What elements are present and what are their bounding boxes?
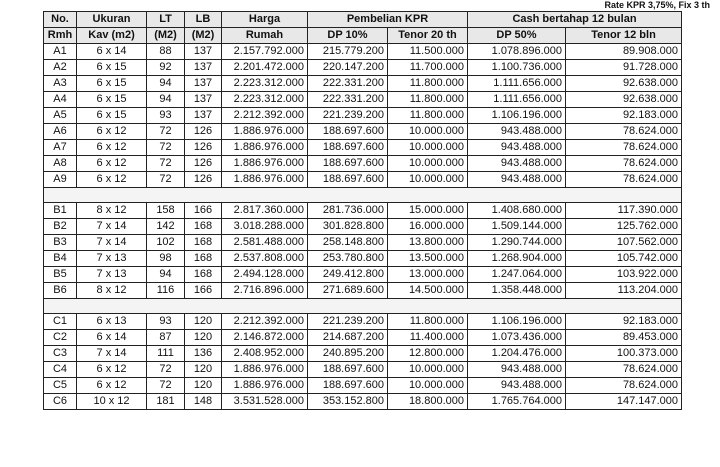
cell-lb: 168 xyxy=(185,267,222,283)
cell-tenor20: 10.000.000 xyxy=(388,156,468,172)
cell-lb: 166 xyxy=(185,203,222,219)
col-lb-sub: (M2) xyxy=(185,28,222,44)
cell-tenor12: 147.147.000 xyxy=(566,394,682,410)
rate-note: Rate KPR 3,75%, Fix 3 th xyxy=(604,0,710,10)
cell-ukuran: 6 x 15 xyxy=(77,92,147,108)
table-row xyxy=(44,219,682,235)
cell-dp10: 214.687.200 xyxy=(308,330,388,346)
cell-tenor20: 16.000.000 xyxy=(388,219,468,235)
cell-lt: 102 xyxy=(147,235,185,251)
cell-no: A3 xyxy=(44,76,77,92)
cell-lb: 137 xyxy=(185,60,222,76)
cell-tenor20: 11.400.000 xyxy=(388,330,468,346)
cell-dp50: 1.106.196.000 xyxy=(468,108,566,124)
cell-lb: 168 xyxy=(185,251,222,267)
cell-lt: 94 xyxy=(147,267,185,283)
table-body xyxy=(44,44,682,410)
cell-harga: 2.817.360.000 xyxy=(222,203,308,219)
cell-lt: 158 xyxy=(147,203,185,219)
cell-harga: 2.146.872.000 xyxy=(222,330,308,346)
table-row xyxy=(44,235,682,251)
table-row xyxy=(44,76,682,92)
cell-ukuran: 7 x 13 xyxy=(77,267,147,283)
cell-harga: 3.018.288.000 xyxy=(222,219,308,235)
cell-tenor20: 10.000.000 xyxy=(388,124,468,140)
cell-no: B1 xyxy=(44,203,77,219)
cell-ukuran: 6 x 15 xyxy=(77,108,147,124)
cell-dp10: 353.152.800 xyxy=(308,394,388,410)
cell-lt: 72 xyxy=(147,156,185,172)
col-dp50: DP 50% xyxy=(468,28,566,44)
table-row xyxy=(44,267,682,283)
cell-lb: 120 xyxy=(185,362,222,378)
cell-ukuran: 6 x 14 xyxy=(77,44,147,60)
cell-no: C4 xyxy=(44,362,77,378)
cell-tenor12: 78.624.000 xyxy=(566,362,682,378)
cell-dp10: 188.697.600 xyxy=(308,378,388,394)
cell-no: C5 xyxy=(44,378,77,394)
cell-tenor20: 11.800.000 xyxy=(388,92,468,108)
table-row xyxy=(44,92,682,108)
cell-harga: 2.223.312.000 xyxy=(222,92,308,108)
cell-lb: 148 xyxy=(185,394,222,410)
cell-tenor20: 10.000.000 xyxy=(388,378,468,394)
cell-lt: 88 xyxy=(147,44,185,60)
cell-dp50: 1.204.476.000 xyxy=(468,346,566,362)
table-row xyxy=(44,108,682,124)
cell-dp10: 258.148.800 xyxy=(308,235,388,251)
cell-tenor20: 13.000.000 xyxy=(388,267,468,283)
cell-ukuran: 7 x 14 xyxy=(77,235,147,251)
table-row xyxy=(44,362,682,378)
cell-ukuran: 6 x 12 xyxy=(77,362,147,378)
cell-dp50: 1.078.896.000 xyxy=(468,44,566,60)
table-row xyxy=(44,346,682,362)
cell-lt: 181 xyxy=(147,394,185,410)
cell-lt: 72 xyxy=(147,140,185,156)
cell-tenor20: 10.000.000 xyxy=(388,172,468,188)
cell-harga: 2.408.952.000 xyxy=(222,346,308,362)
cell-harga: 1.886.976.000 xyxy=(222,140,308,156)
cell-tenor12: 92.638.000 xyxy=(566,92,682,108)
cell-tenor20: 15.000.000 xyxy=(388,203,468,219)
cell-lb: 137 xyxy=(185,76,222,92)
cell-harga: 1.886.976.000 xyxy=(222,378,308,394)
cell-lb: 136 xyxy=(185,346,222,362)
cell-dp10: 188.697.600 xyxy=(308,172,388,188)
cell-no: A2 xyxy=(44,60,77,76)
cell-dp50: 943.488.000 xyxy=(468,172,566,188)
cell-tenor20: 13.500.000 xyxy=(388,251,468,267)
cell-harga: 1.886.976.000 xyxy=(222,362,308,378)
table-row xyxy=(44,314,682,330)
cell-lb: 137 xyxy=(185,92,222,108)
cell-ukuran: 7 x 14 xyxy=(77,219,147,235)
cell-ukuran: 8 x 12 xyxy=(77,203,147,219)
cell-ukuran: 6 x 13 xyxy=(77,314,147,330)
cell-lt: 93 xyxy=(147,108,185,124)
table-row xyxy=(44,378,682,394)
cell-tenor12: 78.624.000 xyxy=(566,156,682,172)
cell-tenor12: 100.373.000 xyxy=(566,346,682,362)
cell-tenor12: 107.562.000 xyxy=(566,235,682,251)
cell-ukuran: 8 x 12 xyxy=(77,283,147,299)
cell-ukuran: 6 x 12 xyxy=(77,156,147,172)
cell-dp10: 221.239.200 xyxy=(308,314,388,330)
col-lt-sub: (M2) xyxy=(147,28,185,44)
cell-lt: 93 xyxy=(147,314,185,330)
cell-harga: 2.157.792.000 xyxy=(222,44,308,60)
cell-tenor12: 125.762.000 xyxy=(566,219,682,235)
cell-no: C3 xyxy=(44,346,77,362)
col-tenor20: Tenor 20 th xyxy=(388,28,468,44)
table-row xyxy=(44,330,682,346)
cell-harga: 2.537.808.000 xyxy=(222,251,308,267)
cell-harga: 2.581.488.000 xyxy=(222,235,308,251)
cell-no: A9 xyxy=(44,172,77,188)
group-separator xyxy=(44,299,682,314)
cell-ukuran: 6 x 14 xyxy=(77,330,147,346)
cell-no: B2 xyxy=(44,219,77,235)
col-ukuran-sub: Kav (m2) xyxy=(77,28,147,44)
cell-lt: 72 xyxy=(147,172,185,188)
table-row xyxy=(44,60,682,76)
cell-no: B4 xyxy=(44,251,77,267)
table-row xyxy=(44,140,682,156)
cell-lb: 120 xyxy=(185,330,222,346)
cell-lb: 126 xyxy=(185,124,222,140)
cell-harga: 1.886.976.000 xyxy=(222,156,308,172)
cell-tenor12: 113.204.000 xyxy=(566,283,682,299)
table-row xyxy=(44,172,682,188)
cell-dp50: 1.509.144.000 xyxy=(468,219,566,235)
cell-dp10: 271.689.600 xyxy=(308,283,388,299)
cell-dp50: 1.290.744.000 xyxy=(468,235,566,251)
cell-ukuran: 6 x 12 xyxy=(77,378,147,394)
cell-no: C1 xyxy=(44,314,77,330)
cell-dp50: 943.488.000 xyxy=(468,124,566,140)
cell-dp50: 1.268.904.000 xyxy=(468,251,566,267)
cell-dp10: 188.697.600 xyxy=(308,156,388,172)
cell-no: A5 xyxy=(44,108,77,124)
cell-lb: 166 xyxy=(185,283,222,299)
cell-ukuran: 7 x 13 xyxy=(77,251,147,267)
cell-dp50: 1.111.656.000 xyxy=(468,92,566,108)
col-dp10: DP 10% xyxy=(308,28,388,44)
cell-tenor12: 91.728.000 xyxy=(566,60,682,76)
cell-lb: 120 xyxy=(185,378,222,394)
cell-dp10: 188.697.600 xyxy=(308,362,388,378)
cell-ukuran: 6 x 12 xyxy=(77,124,147,140)
col-tenor12: Tenor 12 bln xyxy=(566,28,682,44)
cell-tenor20: 14.500.000 xyxy=(388,283,468,299)
cell-ukuran: 10 x 12 xyxy=(77,394,147,410)
table-row xyxy=(44,44,682,60)
cell-no: B5 xyxy=(44,267,77,283)
separator-cell xyxy=(44,299,682,314)
cell-tenor12: 92.638.000 xyxy=(566,76,682,92)
cell-dp50: 1.106.196.000 xyxy=(468,314,566,330)
cell-dp10: 249.412.800 xyxy=(308,267,388,283)
col-lb: LB xyxy=(185,12,222,28)
table-header xyxy=(44,12,682,44)
cell-harga: 2.212.392.000 xyxy=(222,108,308,124)
cell-dp10: 222.331.200 xyxy=(308,76,388,92)
cell-tenor12: 89.908.000 xyxy=(566,44,682,60)
cell-no: A7 xyxy=(44,140,77,156)
cell-lb: 168 xyxy=(185,219,222,235)
cell-tenor20: 18.800.000 xyxy=(388,394,468,410)
group-separator xyxy=(44,188,682,203)
cell-lt: 142 xyxy=(147,219,185,235)
cell-dp50: 1.358.448.000 xyxy=(468,283,566,299)
cell-harga: 2.201.472.000 xyxy=(222,60,308,76)
cell-dp10: 220.147.200 xyxy=(308,60,388,76)
cell-tenor20: 11.500.000 xyxy=(388,44,468,60)
cell-tenor12: 92.183.000 xyxy=(566,108,682,124)
cell-lt: 94 xyxy=(147,76,185,92)
cell-tenor12: 78.624.000 xyxy=(566,140,682,156)
cell-harga: 2.223.312.000 xyxy=(222,76,308,92)
col-lt: LT xyxy=(147,12,185,28)
cell-ukuran: 6 x 12 xyxy=(77,172,147,188)
cell-dp10: 253.780.800 xyxy=(308,251,388,267)
cell-tenor20: 11.700.000 xyxy=(388,60,468,76)
cell-harga: 2.494.128.000 xyxy=(222,267,308,283)
table-row xyxy=(44,203,682,219)
cell-dp50: 1.408.680.000 xyxy=(468,203,566,219)
cell-harga: 1.886.976.000 xyxy=(222,172,308,188)
col-harga-sub: Rumah xyxy=(222,28,308,44)
cell-dp10: 222.331.200 xyxy=(308,92,388,108)
cell-lt: 72 xyxy=(147,124,185,140)
cell-ukuran: 6 x 12 xyxy=(77,140,147,156)
cell-ukuran: 7 x 14 xyxy=(77,346,147,362)
cell-lb: 168 xyxy=(185,235,222,251)
cell-tenor20: 13.800.000 xyxy=(388,235,468,251)
table-row xyxy=(44,124,682,140)
cell-lt: 92 xyxy=(147,60,185,76)
col-ukuran: Ukuran xyxy=(77,12,147,28)
cell-tenor20: 12.800.000 xyxy=(388,346,468,362)
cell-dp50: 943.488.000 xyxy=(468,378,566,394)
cell-tenor20: 11.800.000 xyxy=(388,314,468,330)
cell-tenor20: 10.000.000 xyxy=(388,140,468,156)
cell-lt: 72 xyxy=(147,378,185,394)
price-table xyxy=(43,11,682,410)
col-harga: Harga xyxy=(222,12,308,28)
cell-tenor12: 92.183.000 xyxy=(566,314,682,330)
cell-dp10: 188.697.600 xyxy=(308,124,388,140)
cell-tenor12: 89.453.000 xyxy=(566,330,682,346)
cell-no: A1 xyxy=(44,44,77,60)
col-no-sub: Rmh xyxy=(44,28,77,44)
cell-tenor12: 105.742.000 xyxy=(566,251,682,267)
cell-lt: 87 xyxy=(147,330,185,346)
cell-dp10: 188.697.600 xyxy=(308,140,388,156)
cell-harga: 1.886.976.000 xyxy=(222,124,308,140)
cell-tenor12: 103.922.000 xyxy=(566,267,682,283)
cell-dp50: 1.111.656.000 xyxy=(468,76,566,92)
cell-dp10: 240.895.200 xyxy=(308,346,388,362)
cell-lb: 126 xyxy=(185,172,222,188)
cell-dp10: 301.828.800 xyxy=(308,219,388,235)
table-row xyxy=(44,394,682,410)
cell-lb: 126 xyxy=(185,140,222,156)
cell-dp50: 1.247.064.000 xyxy=(468,267,566,283)
table-row xyxy=(44,283,682,299)
cell-tenor12: 117.390.000 xyxy=(566,203,682,219)
cell-dp10: 215.779.200 xyxy=(308,44,388,60)
cell-dp50: 1.073.436.000 xyxy=(468,330,566,346)
cell-tenor20: 11.800.000 xyxy=(388,76,468,92)
cell-no: C2 xyxy=(44,330,77,346)
cell-tenor12: 78.624.000 xyxy=(566,124,682,140)
group-cash: Cash bertahap 12 bulan xyxy=(468,12,682,28)
cell-no: B3 xyxy=(44,235,77,251)
cell-lt: 111 xyxy=(147,346,185,362)
cell-ukuran: 6 x 15 xyxy=(77,60,147,76)
cell-no: A4 xyxy=(44,92,77,108)
group-kpr: Pembelian KPR xyxy=(308,12,468,28)
cell-no: C6 xyxy=(44,394,77,410)
cell-dp50: 943.488.000 xyxy=(468,362,566,378)
separator-cell xyxy=(44,188,682,203)
cell-dp50: 943.488.000 xyxy=(468,156,566,172)
cell-tenor12: 78.624.000 xyxy=(566,172,682,188)
cell-dp10: 221.239.200 xyxy=(308,108,388,124)
table-row xyxy=(44,251,682,267)
cell-dp50: 943.488.000 xyxy=(468,140,566,156)
cell-no: A6 xyxy=(44,124,77,140)
cell-lt: 116 xyxy=(147,283,185,299)
table-row xyxy=(44,156,682,172)
cell-dp50: 1.100.736.000 xyxy=(468,60,566,76)
cell-no: A8 xyxy=(44,156,77,172)
cell-ukuran: 6 x 15 xyxy=(77,76,147,92)
cell-lb: 120 xyxy=(185,314,222,330)
cell-tenor20: 11.800.000 xyxy=(388,108,468,124)
cell-harga: 2.212.392.000 xyxy=(222,314,308,330)
cell-lt: 94 xyxy=(147,92,185,108)
cell-dp50: 1.765.764.000 xyxy=(468,394,566,410)
cell-tenor12: 78.624.000 xyxy=(566,378,682,394)
cell-lb: 137 xyxy=(185,44,222,60)
cell-lt: 98 xyxy=(147,251,185,267)
cell-dp10: 281.736.000 xyxy=(308,203,388,219)
col-no: No. xyxy=(44,12,77,28)
cell-tenor20: 10.000.000 xyxy=(388,362,468,378)
cell-harga: 2.716.896.000 xyxy=(222,283,308,299)
cell-no: B6 xyxy=(44,283,77,299)
cell-harga: 3.531.528.000 xyxy=(222,394,308,410)
cell-lt: 72 xyxy=(147,362,185,378)
cell-lb: 126 xyxy=(185,156,222,172)
cell-lb: 137 xyxy=(185,108,222,124)
